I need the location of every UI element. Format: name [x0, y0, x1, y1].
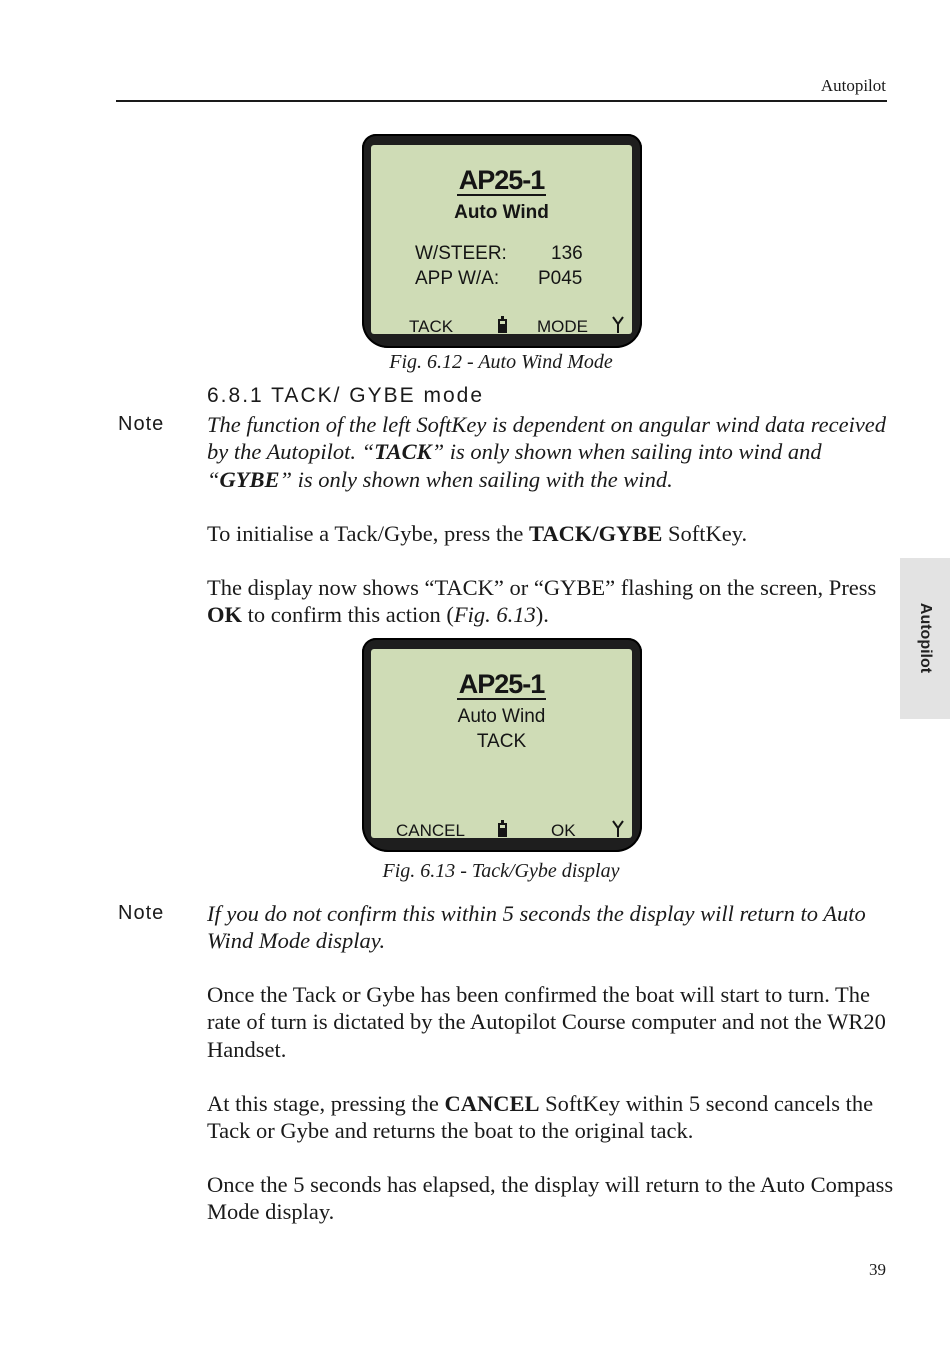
lcd-mode: Auto Wind: [454, 202, 549, 223]
note-label: Note: [118, 902, 165, 924]
lcd-screen: [371, 145, 632, 334]
lcd-display-tack-gybe: [362, 638, 642, 852]
lcd-row-value: 136: [551, 243, 583, 264]
body-paragraph: Once the 5 seconds has elapsed, the display will return to the Auto Compass Mode display.: [207, 1172, 894, 1225]
softkey-cancel-label: CANCEL: [396, 821, 465, 840]
page-number: 39: [869, 1260, 886, 1279]
antenna-icon: [611, 820, 625, 838]
note-paragraph: The function of the left SoftKey is dependent on angular wind data received by the Autopilot. “TACK” is only shown when sailing into wind and “GYBE” is only shown when sailing with the wind.: [207, 412, 887, 492]
battery-icon: [498, 319, 507, 333]
figure-caption: Fig. 6.13 - Tack/Gybe display: [382, 860, 620, 882]
section-heading: 6.8.1 TACK/ GYBE mode: [207, 384, 484, 407]
body-paragraph: At this stage, pressing the CANCEL SoftKey within 5 second cancels the Tack or Gybe and returns the boat to the original tack.: [207, 1091, 874, 1144]
lcd-mode: Auto Wind: [457, 706, 546, 727]
lcd-display-auto-wind: [362, 134, 642, 348]
chapter-side-tab: [900, 558, 950, 719]
instruction-paragraph: To initialise a Tack/Gybe, press the TACK/GYBE SoftKey.: [207, 521, 748, 546]
lcd-title: AP25-1: [458, 165, 545, 195]
softkey-tack-label: TACK: [409, 317, 454, 336]
softkey-ok-label: OK: [551, 821, 576, 840]
lcd-screen: [371, 649, 632, 838]
lcd-title: AP25-1: [458, 669, 545, 699]
header-rule: [116, 100, 887, 102]
running-header: Autopilot: [820, 76, 886, 95]
softkey-mode-label: MODE: [537, 317, 588, 336]
lcd-status: TACK: [476, 731, 527, 752]
antenna-icon: [611, 316, 625, 334]
chapter-side-tab-label: Autopilot: [917, 602, 934, 674]
note-label: Note: [118, 413, 165, 435]
body-paragraph: Once the Tack or Gybe has been confirmed the boat will start to turn. The rate of turn is dictated by the Autopilot Course computer and not the WR20 Handset.: [207, 982, 886, 1062]
battery-icon: [498, 823, 507, 837]
figure-caption: Fig. 6.12 - Auto Wind Mode: [389, 351, 613, 373]
lcd-row-label: W/STEER:: [415, 243, 507, 264]
lcd-row-label: APP W/A:: [415, 268, 500, 289]
lcd-row-value: P045: [538, 268, 583, 289]
note-paragraph: If you do not confirm this within 5 seconds the display will return to Auto Wind Mode display.: [207, 901, 866, 954]
instruction-paragraph: The display now shows “TACK” or “GYBE” flashing on the screen, Press OK to confirm this action (Fig. 6.13).: [207, 575, 877, 628]
